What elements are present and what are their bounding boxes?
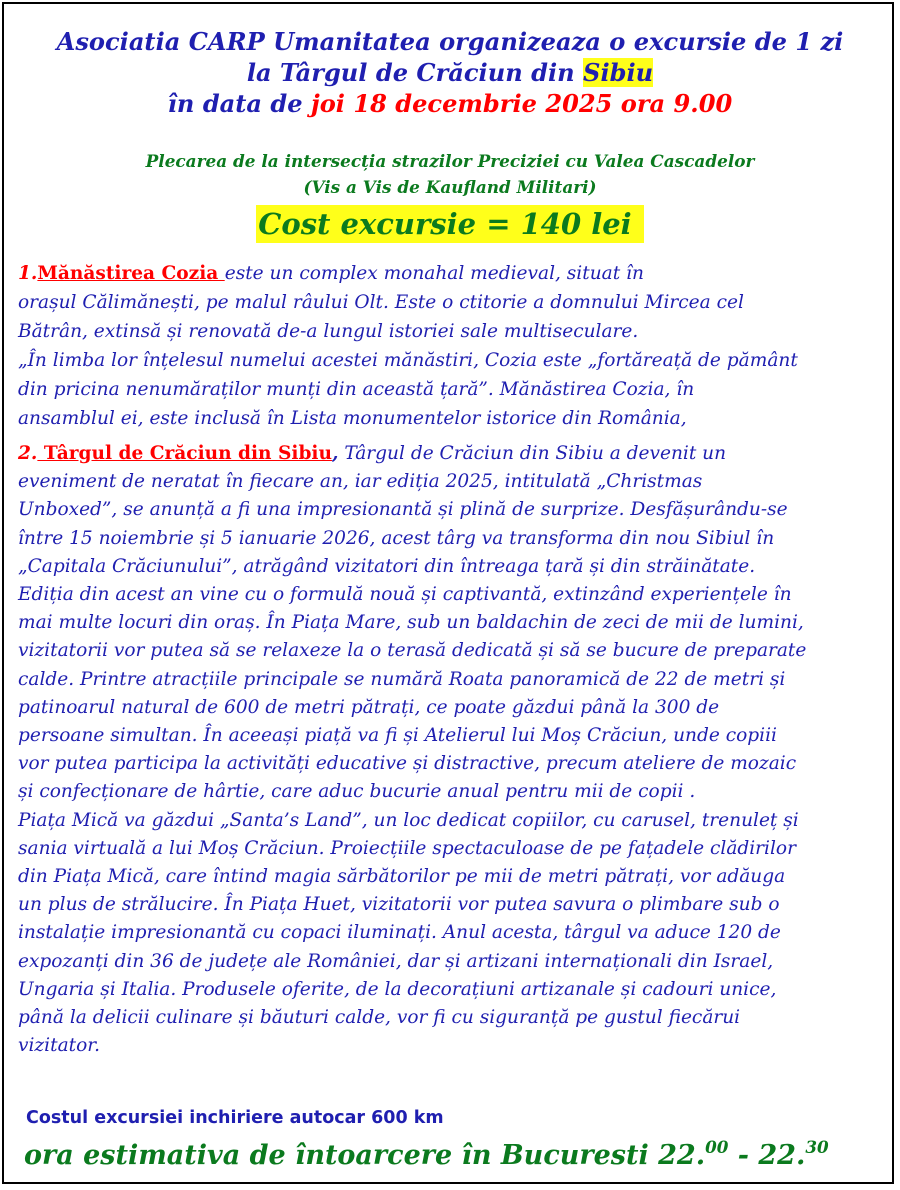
flyer-page (2, 2, 894, 1184)
departure-line-1: Plecarea de la intersecția strazilor Preciziei cu Valea Cascadelor (145, 151, 755, 171)
section-line: din pricina nenumăraților munți din această țară”. Mănăstirea Cozia, în (18, 379, 695, 400)
trip-date: joi 18 decembrie 2025 ora 9.00 (311, 89, 733, 118)
return-minutes-start: 00 (705, 1137, 729, 1157)
return-text: ora estimativa de întoarcere în Bucuresti 22. (24, 1140, 706, 1171)
section-line: Piața Mică va găzdui „Santa’s Land”, un loc dedicat copiilor, cu carusel, trenuleț și (18, 809, 799, 831)
section-line: vizitatorii vor putea să se relaxeze la o terasă dedicată și să se bucure de preparate (18, 640, 807, 662)
header-line-3-prefix: în data de (167, 89, 311, 118)
section-line: instalație impresionantă cu copaci iluminați. Anul acesta, târgul va aduce 120 de (18, 922, 781, 944)
section-line: Ediția din acest an vine cu o formulă nouă și captivantă, extinzând experiențele în (18, 584, 792, 606)
header-line-2-prefix: la Târgul de Crăciun din (246, 58, 584, 87)
section-line: Ungaria și Italia. Produsele oferite, de la decorațiuni artizanale și cadouri unice, (18, 978, 777, 1000)
section-line: vor putea participa la activități educative și distractive, precum ateliere de mozaic (18, 753, 797, 775)
section-line: persoane simultan. În aceeași piață va fi și Atelierul lui Moș Crăciun, unde copiii (18, 725, 777, 747)
section-cozia (18, 259, 888, 433)
return-separator: - 22. (728, 1140, 806, 1171)
header-line-3 (4, 88, 896, 119)
section-line: eveniment de neratat în fiecare an, iar ediția 2025, intitulată „Christmas (18, 471, 703, 493)
section-line: și confecționare de hârtie, care aduc bucurie anual pentru mii de copii . (18, 781, 696, 803)
departure-line-2: (Vis a Vis de Kaufland Militari) (303, 177, 597, 197)
section-title: Târgul de Crăciun din Sibiu (37, 443, 332, 464)
cost-text: Cost excursie = 140 lei (256, 205, 643, 243)
header-line-1: Asociatia CARP Umanitatea organizeaza o excursie de 1 zi (56, 27, 844, 56)
section-text: Târgul de Crăciun din Sibiu a devenit un (338, 443, 727, 464)
header-line-2 (4, 57, 896, 88)
section-line: expozanți din 36 de județe ale României, dar și artizani internaționali din Israel, (18, 950, 774, 972)
section-line: orașul Călimănești, pe malul râului Olt. Este o ctitorie a domnului Mircea cel (18, 292, 744, 313)
section-line: calde. Printre atracțiile principale se numără Roata panoramică de 22 de metri și (18, 668, 786, 690)
section-line: din Piața Mică, care întind magia sărbătorilor pe mii de metri pătrați, vor adăuga (18, 866, 786, 888)
section-line: patinoarul natural de 600 de metri pătrați, ce poate găzdui până la 300 de (18, 696, 720, 718)
section-sibiu-market (18, 440, 888, 1060)
section-line (18, 259, 888, 288)
section-line: mai multe locuri din oraș. În Piața Mare, sub un baldachin de zeci de mii de lumini, (18, 612, 804, 634)
section-line: „În limba lor înțelesul numelui acestei mănăstiri, Cozia este „fortăreață de pământ (18, 350, 798, 371)
highlighted-city: Sibiu (583, 58, 654, 87)
section-line: Bătrân, extinsă și renovată de-a lungul istoriei sale multiseculare. (18, 321, 639, 342)
section-line: ansamblul ei, este inclusă în Lista monumentelor istorice din România, (18, 408, 687, 429)
section-line (18, 440, 888, 468)
bus-cost-note: Costul excursiei inchiriere autocar 600 km (26, 1108, 444, 1128)
departure-info (4, 148, 896, 200)
section-number: 2. (18, 443, 38, 464)
section-line: „Capitala Crăciunului”, atrăgând vizitatori din întreaga țară și din străinătate. (18, 555, 756, 577)
cost-banner (4, 205, 896, 243)
section-line: până la delicii culinare și băuturi calde, vor fi cu siguranță pe gustul fiecărui (18, 1007, 741, 1029)
header-title (4, 26, 896, 119)
section-line: sania virtuală a lui Moș Crăciun. Proiecțiile spectaculoase de pe fațadele clădirilor (18, 837, 796, 859)
section-comma: , (331, 443, 339, 464)
section-text: este un complex monahal medieval, situat în (224, 263, 644, 284)
section-line: Unboxed”, se anunță a fi una impresionantă și plină de surprize. Desfășurându-se (18, 499, 788, 521)
section-line: între 15 noiembrie și 5 ianuarie 2026, acest târg va transforma din nou Sibiul în (18, 527, 775, 549)
section-line: un plus de strălucire. În Piața Huet, vizitatorii vor putea savura o plimbare sub o (18, 894, 780, 916)
return-minutes-end: 30 (805, 1137, 829, 1157)
section-number: 1. (18, 263, 38, 284)
section-line: vizitator. (18, 1035, 100, 1057)
section-title: Mănăstirea Cozia (37, 263, 225, 284)
return-time (24, 1139, 829, 1173)
